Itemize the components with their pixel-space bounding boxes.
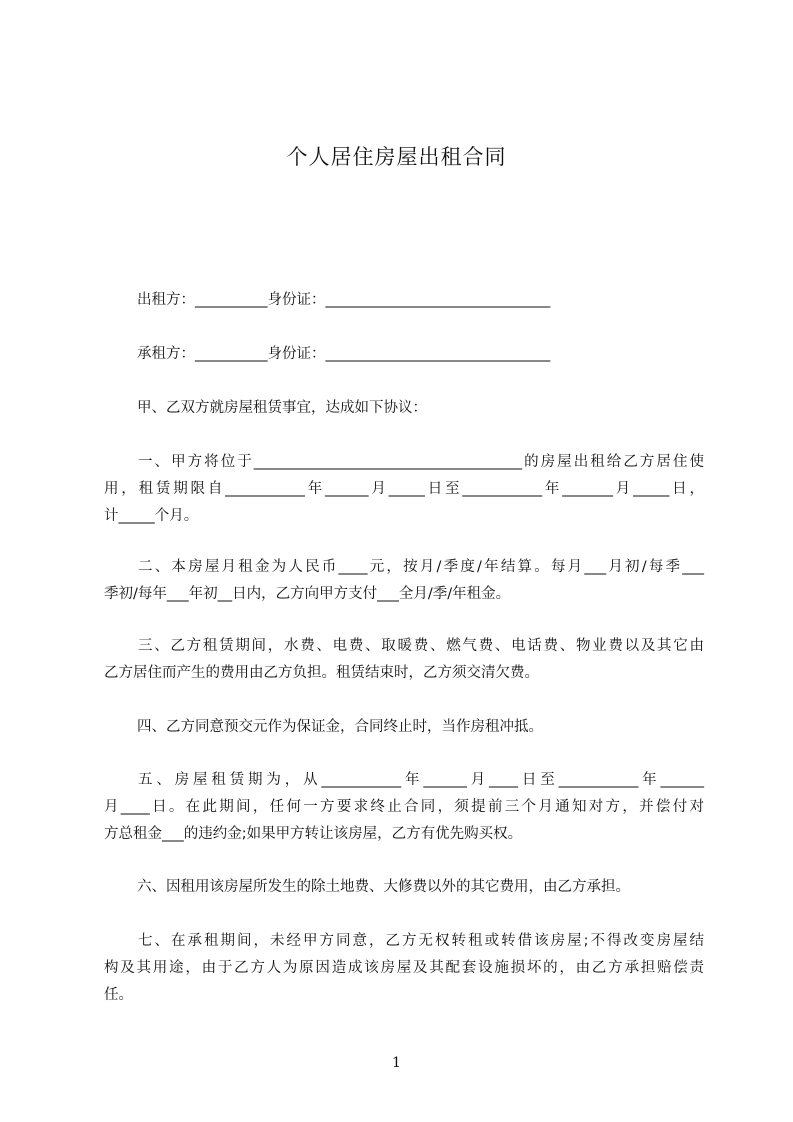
clause-1-line: 计_____个月。 — [104, 508, 199, 524]
clause-7-line: 构及其用途，由于乙方人为原因造成该房屋及其配套设施损坏的，由乙方承担赔偿责 — [104, 960, 704, 976]
clause-7-line: 任。 — [104, 987, 133, 1003]
clause-5-line: 五、房屋租赁期为，从___________年______月____日至___________年______ — [138, 772, 704, 788]
clause-1-line: 用，租赁期限自___________年______月_____日至___________年_______月_____日， — [104, 481, 704, 497]
clause-5-line: 方总租金___的违约金;如果甲方转让该房屋，乙方有优先购买权。 — [104, 826, 523, 842]
clause-4: 四、乙方同意预交元作为保证金，合同终止时，当作房租冲抵。 — [137, 719, 543, 735]
clause-6: 六、因租用该房屋所发生的除土地费、大修费以外的其它费用，由乙方承担。 — [137, 879, 630, 895]
clause-7-line: 七、在承租期间，未经甲方同意，乙方无权转租或转借该房屋;不得改变房屋结 — [138, 933, 704, 949]
clause-5-line: 月____日。在此期间，任何一方要求终止合同，须提前三个月通知对方，并偿付对 — [104, 799, 704, 815]
clause-7 — [104, 928, 704, 1009]
page-number: 1 — [392, 1055, 401, 1071]
agreement-intro: 甲、乙双方就房屋租赁事宜，达成如下协议： — [137, 400, 427, 416]
clause-2-line: 季初/每年___年初__日内，乙方向甲方支付___全月/季/年租金。 — [104, 586, 511, 602]
clause-2 — [104, 554, 704, 608]
clause-2-line: 二、本房屋月租金为人民币____元，按月/季度/年结算。每月___月初/每季___ — [138, 559, 704, 575]
clause-3-line: 三、乙方租赁期间，水费、电费、取暖费、燃气费、电话费、物业费以及其它由 — [138, 638, 704, 654]
page-title: 个人居住房屋出租合同 — [286, 145, 507, 169]
clause-3-line: 乙方居住而产生的费用由乙方负担。租赁结束时，乙方须交清欠费。 — [104, 665, 539, 681]
lessor-line: 出租方：__________身份证：_______________________________ — [137, 292, 551, 308]
clause-1-line: 一、甲方将位于_____________________________________的房屋出租给乙方居住使 — [138, 454, 704, 470]
clause-5 — [104, 767, 704, 848]
clause-1 — [104, 449, 704, 530]
clause-3 — [104, 633, 704, 687]
lessee-line: 承租方：__________身份证：_______________________________ — [137, 346, 551, 362]
